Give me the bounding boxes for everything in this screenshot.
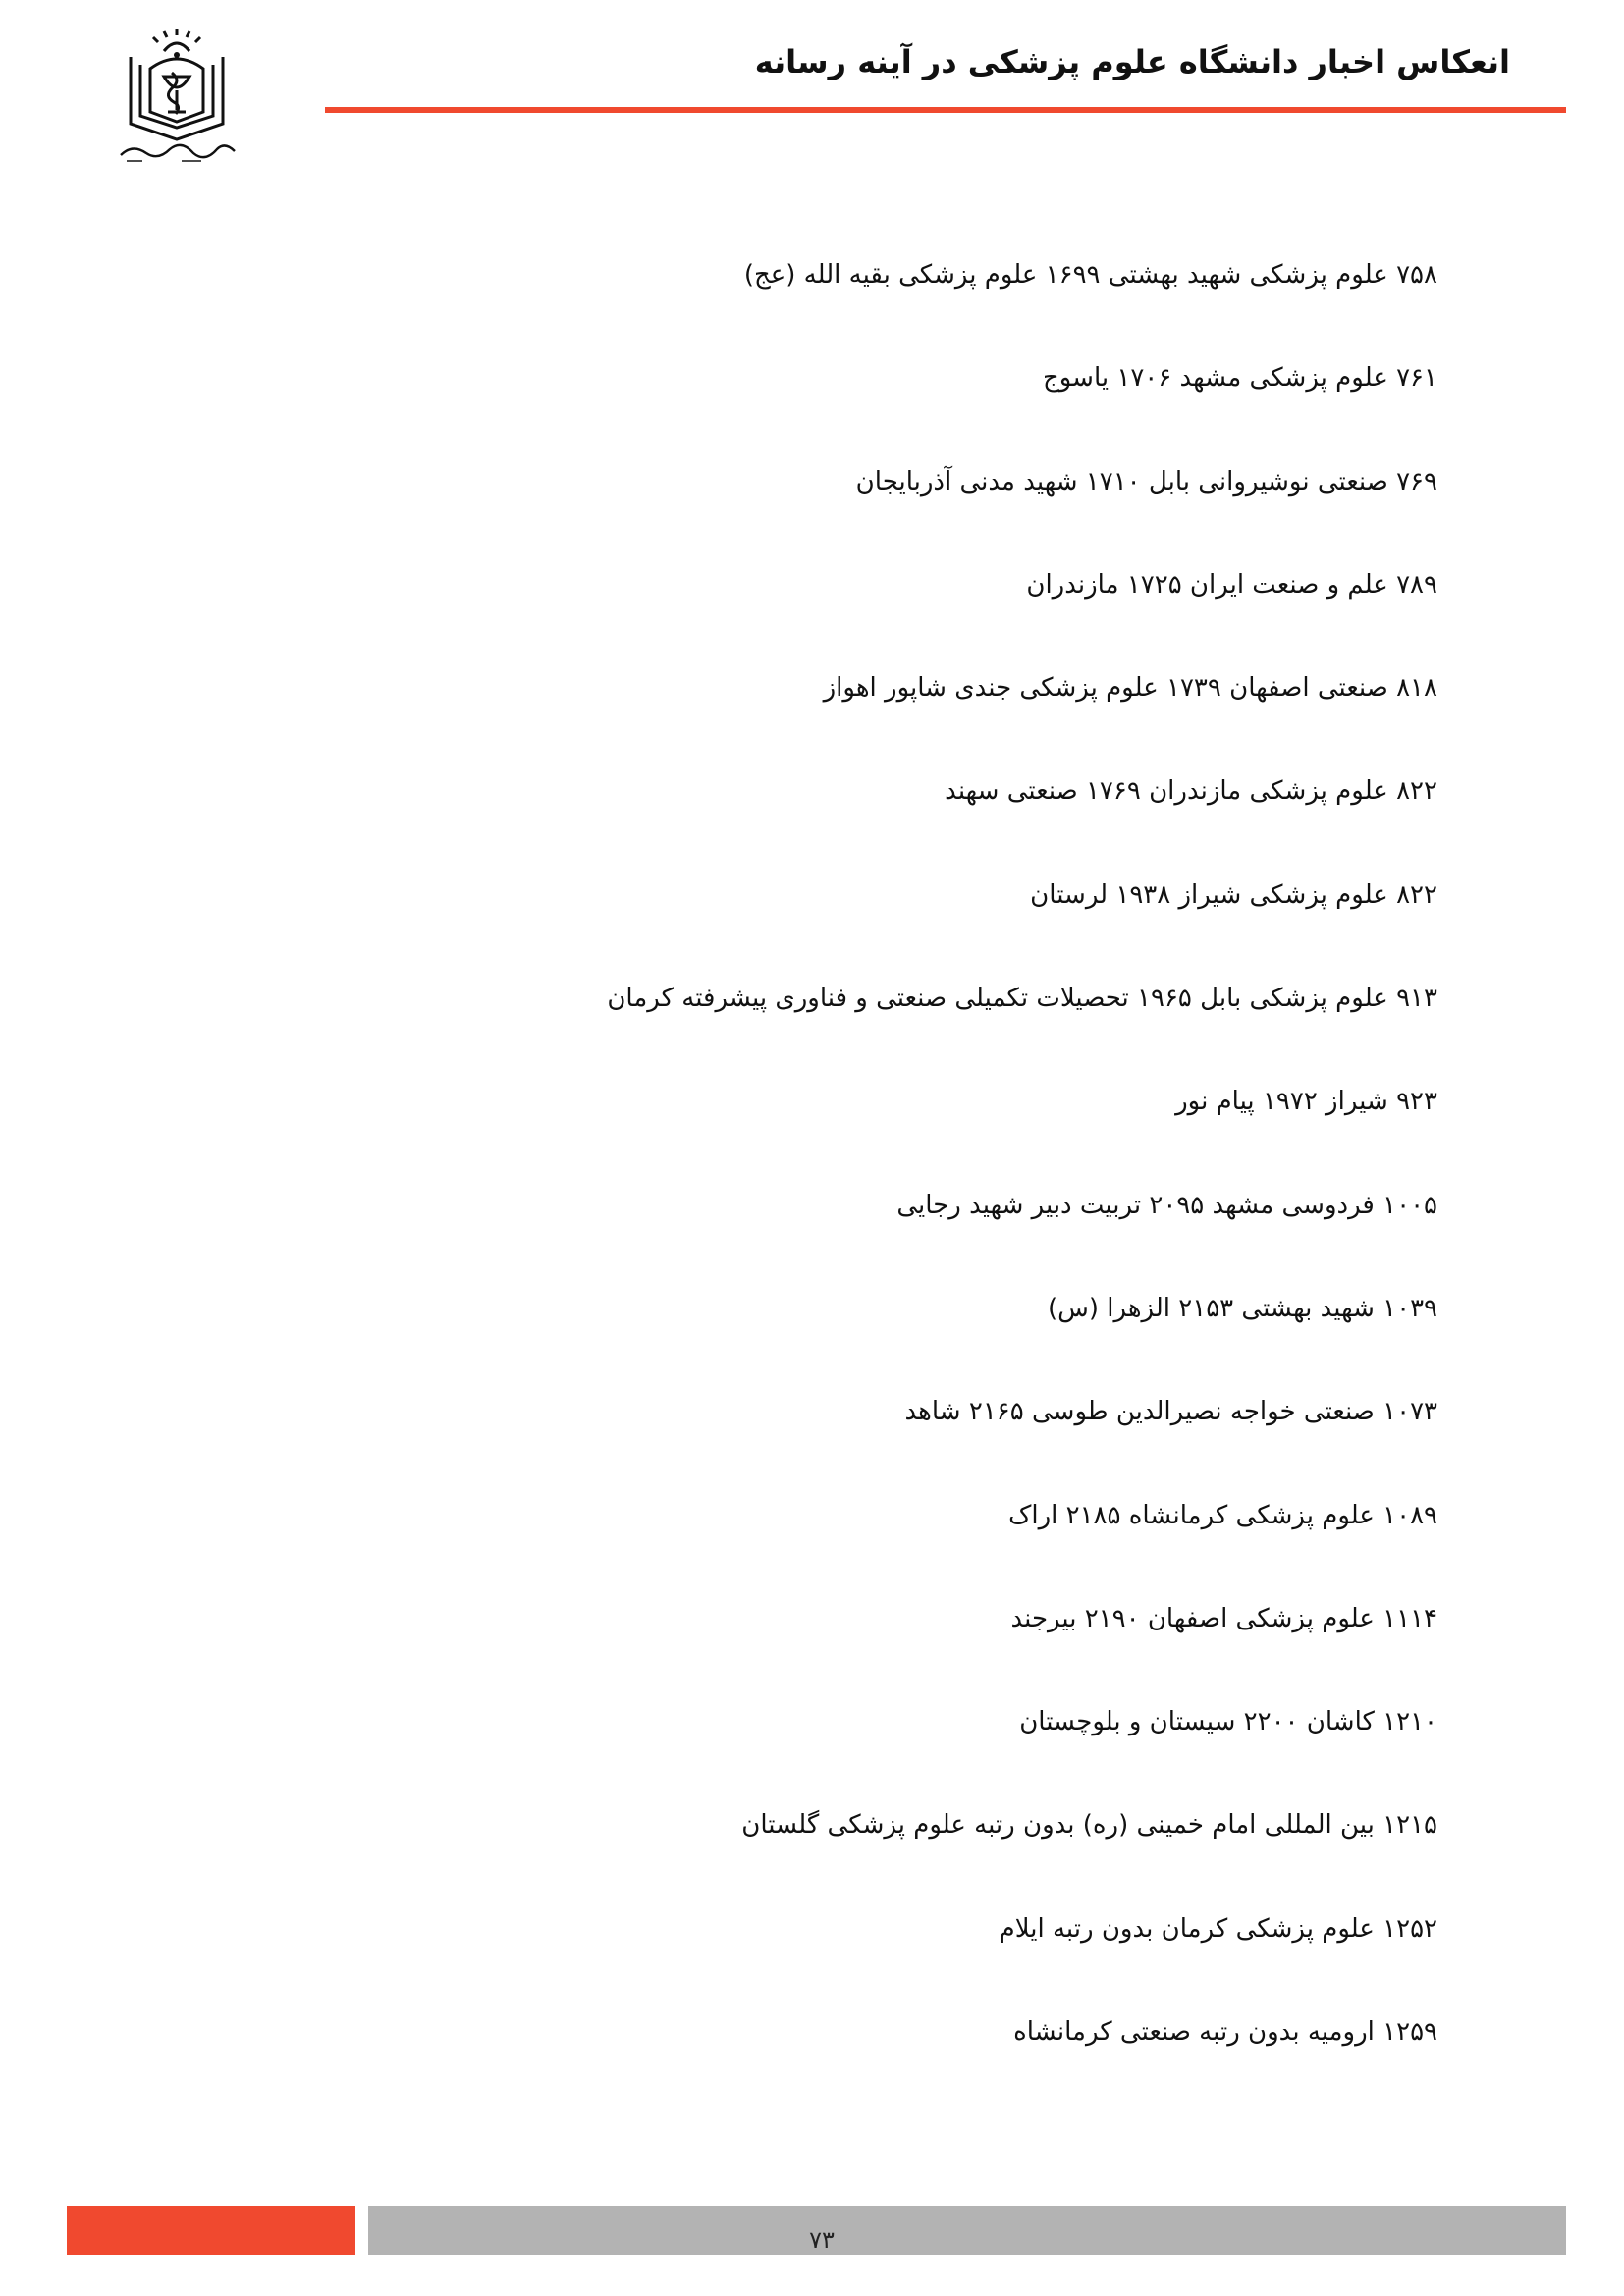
list-item: ۱۲۱۰ کاشان ۲۲۰۰ سیستان و بلوچستان	[1019, 1707, 1437, 1737]
list-item: ۱۲۵۲ علوم پزشکی کرمان بدون رتبه ایلام	[999, 1913, 1437, 1944]
list-item: ۸۲۲ علوم پزشکی شیراز ۱۹۳۸ لرستان	[1030, 880, 1437, 910]
list-item: ۸۱۸ صنعتی اصفهان ۱۷۳۹ علوم پزشکی جندی شاپور اهواز	[823, 673, 1437, 704]
footer-bar	[368, 2206, 1566, 2255]
list-item: ۱۲۱۵ بین المللی امام خمینی (ره) بدون رتبه علوم پزشکی گلستان	[741, 1810, 1437, 1841]
list-item: ۱۰۰۵ فردوسی مشهد ۲۰۹۵ تربیت دبیر شهید رجایی	[896, 1190, 1437, 1220]
university-emblem-icon	[113, 29, 241, 167]
list-item: ۹۱۳ علوم پزشکی بابل ۱۹۶۵ تحصیلات تکمیلی صنعتی و فناوری پیشرفته کرمان	[607, 984, 1437, 1014]
list-item: ۷۶۱ علوم پزشکی مشهد ۱۷۰۶ یاسوج	[1042, 363, 1437, 394]
list-item: ۷۶۹ صنعتی نوشیروانی بابل ۱۷۱۰ شهید مدنی آذربایجان	[855, 466, 1437, 497]
list-item: ۷۸۹ علم و صنعت ایران ۱۷۲۵ مازندران	[1026, 569, 1437, 600]
list-item: ۱۰۷۳ صنعتی خواجه نصیرالدین طوسی ۲۱۶۵ شاهد	[904, 1397, 1437, 1427]
page-number: ۷۳	[809, 2226, 835, 2254]
list-item: ۱۱۱۴ علوم پزشکی اصفهان ۲۱۹۰ بیرجند	[1010, 1603, 1437, 1633]
list-item: ۱۰۳۹ شهید بهشتی ۲۱۵۳ الزهرا (س)	[1047, 1293, 1437, 1323]
list-item: ۹۲۳ شیراز ۱۹۷۲ پیام نور	[1175, 1087, 1437, 1117]
list-item: ۱۰۸۹ علوم پزشکی کرمانشاه ۲۱۸۵ اراک	[1008, 1500, 1437, 1530]
footer-accent-bar	[67, 2206, 355, 2255]
rankings-list	[357, 245, 1437, 2106]
list-item: ۱۲۵۹ ارومیه بدون رتبه صنعتی کرمانشاه	[1013, 2017, 1437, 2048]
list-item: ۷۵۸ علوم پزشکی شهید بهشتی ۱۶۹۹ علوم پزشکی بقیه الله (عج)	[743, 260, 1437, 290]
list-item: ۸۲۲ علوم پزشکی مازندران ۱۷۶۹ صنعتی سهند	[945, 776, 1437, 807]
page-header-title: انعکاس اخبار دانشگاه علوم پزشکی در آینه رسانه	[754, 43, 1510, 80]
header-divider	[325, 107, 1566, 113]
